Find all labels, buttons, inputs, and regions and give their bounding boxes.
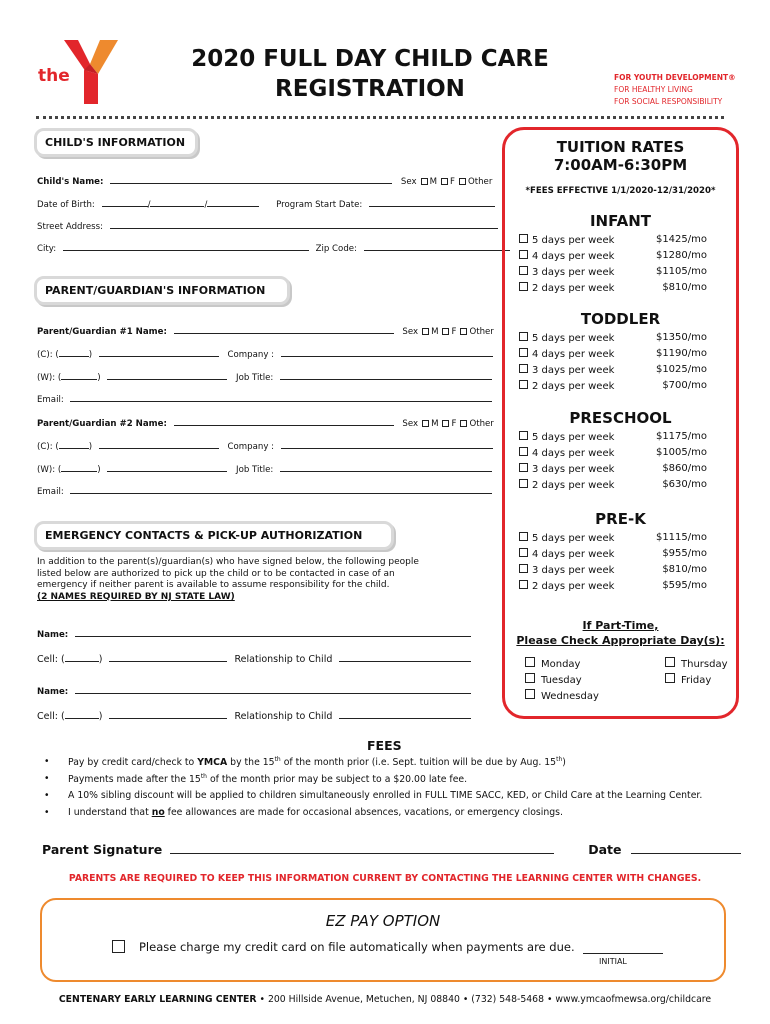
rate-label: 2 days per week [519,580,614,592]
parent1-work-area-field[interactable]: ( ) [58,373,101,383]
ez-pay-title: EZ PAY OPTION [325,912,441,930]
parent1-name-field[interactable] [174,324,394,334]
parent1-work-row [37,370,492,384]
fee-text: Payments made after the 15 [68,774,201,786]
dob-day-field[interactable] [150,197,204,207]
infant-4-days-option[interactable] [519,250,707,262]
city-row [37,241,510,255]
parent2-work-row [37,462,492,476]
part-time-title: If Part-Time, [582,619,659,632]
rate-price: $595/mo [662,580,707,591]
fee-bullet-3 [46,790,702,801]
street-row [37,219,498,233]
zip-field[interactable] [364,241,510,251]
parent1-company-field[interactable] [281,347,493,357]
part-time-subtitle: Please Check Appropriate Day(s): [516,634,725,647]
rate-price: $1005/mo [655,447,707,458]
parent2-company-label: Company : [227,442,275,452]
parent2-work-label: (W): [37,465,56,475]
toddler-3-days-option[interactable] [519,364,707,376]
parent1-f-label: F [451,327,457,337]
rate-label: 5 days per week [519,431,614,443]
parent1-name-row [37,324,494,338]
rate-price: $810/mo [662,564,707,575]
rate-price: $1190/mo [655,348,707,359]
update-notice: PARENTS ARE REQUIRED TO KEEP THIS INFORMATION CURRENT BY CONTACTING THE LEARNING CENTER WITH CHANGES. [68,873,702,884]
rate-price: $1025/mo [655,364,707,375]
tagline-line-2: FOR HEALTHY LIVING [614,85,693,94]
rate-price: $1105/mo [655,266,707,277]
footer-center-name: CENTENARY EARLY LEARNING CENTER [58,994,257,1005]
contact2-name-field[interactable] [75,684,471,694]
contact2-relationship-label: Relationship to Child [234,711,333,722]
date-label: Date [588,842,622,857]
tuition-hours: 7:00AM-6:30PM [553,156,688,174]
parent2-work-field[interactable] [107,462,227,472]
rate-price: $1280/mo [655,250,707,261]
friday-checkbox[interactable]: Friday [665,673,711,686]
ez-pay-panel [40,898,726,982]
date-field[interactable] [631,841,741,854]
prek-5-days-option[interactable] [519,532,707,544]
parent1-sex-f-checkbox[interactable] [442,328,449,335]
parent2-m-label: M [431,419,439,429]
parent1-sex-label: Sex [402,327,419,337]
dob-row [37,197,495,211]
footer-address: • 200 Hillside Avenue, Metuchen, NJ 08840 • (732) 548-5468 • www.ymcaofmewsa.org/childcare [256,994,712,1005]
sex-f-checkbox[interactable] [441,178,448,185]
fee-text: of the month prior (i.e. Sept. tuition will be due by Aug. 15 [280,757,557,769]
fee-text: Pay by credit card/check to [68,757,198,769]
contact2-cell-field[interactable] [109,709,227,719]
parent2-cell-label: (C): [37,442,53,452]
logo-the-text: the [38,66,70,86]
parent2-name-field[interactable] [174,416,394,426]
contact1-relationship-field[interactable] [339,652,471,662]
rate-label: 3 days per week [519,364,614,376]
rate-label: 3 days per week [519,266,614,278]
wednesday-checkbox[interactable]: Wednesday [525,689,599,702]
rate-label: 4 days per week [519,348,614,360]
childs-name-row [37,174,492,188]
tagline-line-1: FOR YOUTH DEVELOPMENT® [614,73,736,82]
fee-text: I understand that [68,807,152,818]
parent1-work-label: (W): [37,373,56,383]
parent2-sex-m-checkbox[interactable] [422,420,429,427]
ez-pay-checkbox[interactable] [112,940,125,953]
rate-price: $955/mo [662,548,707,559]
tagline-line-3: FOR SOCIAL RESPONSIBILITY [614,97,723,106]
dob-label: Date of Birth: [37,200,95,210]
parent2-f-label: F [451,419,457,429]
tuition-rates-panel [502,127,739,719]
contact2-name-label: Name: [37,687,69,697]
street-label: Street Address: [37,222,103,232]
parent1-email-label: Email: [37,395,64,405]
emergency-text-line-3: emergency if neither parent is available to assume responsibility for the child. [37,580,390,591]
parent1-other-label: Other [469,327,494,337]
infant-2-days-option[interactable] [519,282,707,294]
parent1-m-label: M [431,327,439,337]
parent1-sex-other-checkbox[interactable] [460,328,467,335]
parent1-email-row [37,392,492,406]
dob-slash: / [147,200,151,210]
parent1-company-label: Company : [227,350,275,360]
emergency-text-line-1: In addition to the parent(s)/guardian(s) who have signed below, the following people [37,557,419,567]
fee-ymca: YMCA [197,757,228,769]
preschool-2-days-option[interactable] [519,479,707,491]
childs-information-header: CHILD'S INFORMATION [34,128,198,157]
rate-label: 4 days per week [519,250,614,262]
toddler-title: TODDLER [580,310,661,328]
signature-row [42,841,741,858]
fee-bullet-1-text [68,757,566,768]
logo-ymca-text: YMCA [98,84,114,102]
contact1-cell-row [37,652,471,666]
contact2-name-row [37,684,471,698]
fee-no: no [151,807,165,818]
contact1-cell-area-field[interactable]: ( ) [61,654,103,665]
parent2-work-area-field[interactable]: ( ) [58,465,101,475]
contact1-name-row [37,627,471,641]
tagline [614,72,736,108]
fee-bullet-2 [46,773,467,785]
rate-label: 4 days per week [519,548,614,560]
fee-sup: th [200,773,207,780]
parent-information-header: PARENT/GUARDIAN'S INFORMATION [34,276,290,305]
parent2-email-row [37,484,492,498]
parent1-cell-row [37,347,493,361]
ez-pay-text: Please charge my credit card on file automatically when payments are due. [139,940,575,954]
fee-bullet-4-text [68,807,563,818]
fee-text: of the month prior may be subject to a $20.00 late fee. [206,774,468,786]
tuesday-checkbox[interactable]: Tuesday [525,673,582,686]
fee-bullet-2-text [68,774,467,785]
parent2-name-row [37,416,494,430]
tuition-rates-title: TUITION RATES [556,138,685,156]
infant-5-days-option[interactable] [519,234,707,246]
toddler-4-days-option[interactable] [519,348,707,360]
parent2-job-label: Job Title: [236,465,274,475]
parent2-sex-label: Sex [402,419,419,429]
ez-pay-initial-label: INITIAL [599,957,627,966]
parent1-cell-area-field[interactable]: ( ) [55,350,92,360]
contact2-relationship-field[interactable] [339,709,471,719]
fee-bullet-3-text: A 10% sibling discount will be applied to children simultaneously enrolled in FULL TIME SACC, KED, or Child Care at the Learning Center. [68,790,703,801]
page-title [160,44,580,104]
rate-price: $1350/mo [655,332,707,343]
ymca-logo [34,36,134,106]
contact1-name-label: Name: [37,630,69,640]
thursday-checkbox[interactable]: Thursday [665,657,728,670]
parent2-cell-area-field[interactable]: ( ) [55,442,92,452]
toddler-5-days-option[interactable] [519,332,707,344]
rate-label: 4 days per week [519,447,614,459]
rate-label: 5 days per week [519,234,614,246]
city-field[interactable] [63,241,309,251]
rate-price: $860/mo [662,463,707,474]
rate-label: 3 days per week [519,463,614,475]
fee-text: ) [562,757,566,769]
title-line-1: 2020 FULL DAY CHILD CARE [191,46,549,72]
monday-checkbox[interactable]: Monday [525,657,580,670]
zip-label: Zip Code: [315,244,357,254]
rate-price: $1175/mo [655,431,707,442]
parent1-cell-field[interactable] [99,347,219,357]
emergency-text [37,557,477,603]
parent2-sex-other-checkbox[interactable] [460,420,467,427]
rate-label: 5 days per week [519,332,614,344]
fee-sup: th [274,756,281,763]
emergency-required-note: (2 NAMES REQUIRED BY NJ STATE LAW) [37,591,235,602]
preschool-4-days-option[interactable] [519,447,707,459]
title-line-2: REGISTRATION [275,76,465,102]
dob-slash-2: / [204,200,208,210]
fee-bullet-1 [46,756,566,768]
childs-name-label: Child's Name: [37,177,104,187]
parent1-job-field[interactable] [280,370,492,380]
parent-signature-field[interactable] [170,841,554,854]
parent2-job-field[interactable] [280,462,492,472]
parent2-email-field[interactable] [70,484,492,494]
fees-effective: *FEES EFFECTIVE 1/1/2020-12/31/2020* [525,186,716,196]
fee-sup: th [556,756,563,763]
parent2-cell-field[interactable] [99,439,219,449]
parent1-sex-m-checkbox[interactable] [422,328,429,335]
rate-label: 3 days per week [519,564,614,576]
fee-text: by the 15 [227,757,275,769]
rate-label: 5 days per week [519,532,614,544]
preschool-3-days-option[interactable] [519,463,707,475]
city-label: City: [37,244,57,254]
parent2-company-field[interactable] [281,439,493,449]
fees-title: FEES [367,738,402,753]
program-start-field[interactable] [369,197,495,207]
contact1-cell-label: Cell: [37,654,58,665]
emergency-text-line-2: listed below are authorized to pick up the child or to be contacted in case of an [37,568,395,579]
rate-label: 2 days per week [519,282,614,294]
parent2-other-label: Other [469,419,494,429]
infant-3-days-option[interactable] [519,266,707,278]
ez-pay-initial-field[interactable] [583,942,663,954]
rate-price: $630/mo [662,479,707,490]
parent1-job-label: Job Title: [236,373,274,383]
contact2-cell-label: Cell: [37,711,58,722]
sex-m-label: M [429,177,437,187]
preschool-title: PRESCHOOL [569,409,672,427]
parent1-work-field[interactable] [107,370,227,380]
contact1-relationship-label: Relationship to Child [234,654,333,665]
dob-year-field[interactable] [207,197,259,207]
childs-name-field[interactable] [110,174,392,184]
prek-4-days-option[interactable] [519,548,707,560]
header-divider [36,116,724,119]
street-field[interactable] [110,219,498,229]
parent2-email-label: Email: [37,487,64,497]
fee-bullet-4 [46,807,563,818]
sex-other-label: Other [467,177,493,187]
toddler-2-days-option[interactable] [519,380,707,392]
parent2-name-label: Parent/Guardian #2 Name: [37,419,167,429]
contact2-cell-row [37,709,471,723]
program-start-label: Program Start Date: [276,200,363,210]
parent-signature-label: Parent Signature [42,842,163,857]
rate-price: $700/mo [662,380,707,391]
parent1-cell-label: (C): [37,350,53,360]
footer [0,994,770,1005]
prek-3-days-option[interactable] [519,564,707,576]
contact2-cell-area-field[interactable]: ( ) [61,711,103,722]
sex-f-label: F [450,177,455,187]
parent2-cell-row [37,439,493,453]
rate-label: 2 days per week [519,479,614,491]
prek-title: PRE-K [595,510,646,528]
preschool-5-days-option[interactable] [519,431,707,443]
rate-price: $810/mo [662,282,707,293]
dob-month-field[interactable] [102,197,148,207]
parent1-email-field[interactable] [70,392,492,402]
rate-label: 2 days per week [519,380,614,392]
emergency-contacts-header: EMERGENCY CONTACTS & PICK-UP AUTHORIZATION [34,521,394,550]
rate-price: $1425/mo [655,234,707,245]
infant-title: INFANT [589,212,652,230]
sex-label: Sex [400,177,417,187]
parent1-name-label: Parent/Guardian #1 Name: [37,327,167,337]
parent2-sex-f-checkbox[interactable] [442,420,449,427]
sex-other-checkbox[interactable] [459,178,466,185]
sex-m-checkbox[interactable] [421,178,428,185]
rate-price: $1115/mo [655,532,707,543]
prek-2-days-option[interactable] [519,580,707,592]
contact1-name-field[interactable] [75,627,471,637]
contact1-cell-field[interactable] [109,652,227,662]
fee-text: fee allowances are made for occasional absences, vacations, or emergency closings. [164,807,563,818]
